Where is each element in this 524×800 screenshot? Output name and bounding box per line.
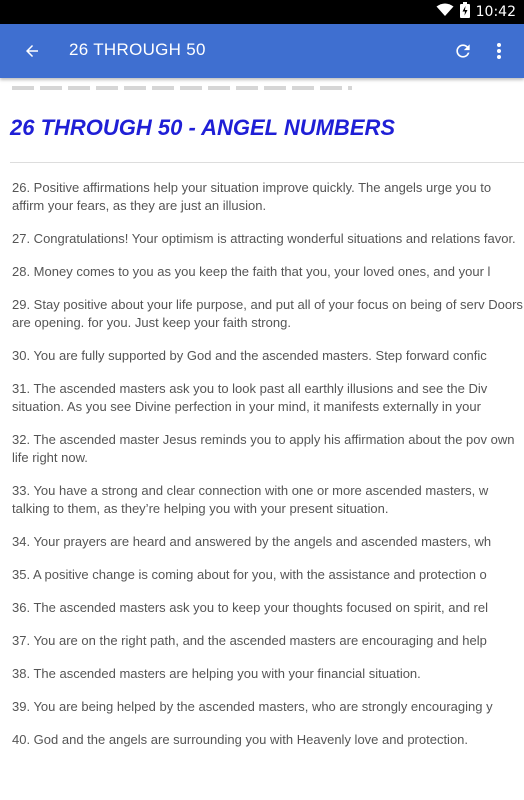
page-heading: 26 THROUGH 50 - ANGEL NUMBERS [10, 115, 396, 140]
status-bar [0, 0, 524, 24]
list-item: 39. You are being helped by the ascended masters, who are strongly encouraging y [12, 699, 493, 714]
refresh-button[interactable] [449, 37, 477, 65]
battery-icon [460, 2, 470, 23]
more-vert-icon [496, 42, 502, 60]
list-item: 26. Positive affirmations help your situation improve quickly. The angels urge you to affirm your fears, as they are just an illusion. [12, 180, 492, 213]
list-item: 34. Your prayers are heard and answered by the angels and ascended masters, wh [12, 534, 492, 549]
list-item: 29. Stay positive about your life purpose, and put all of your focus on being of serv Doors are opening. for you. Just keep your faith strong. [12, 297, 523, 330]
more-options-button[interactable] [488, 37, 510, 65]
previous-content-peek [12, 86, 352, 90]
list-item: 35. A positive change is coming about for you, with the assistance and protection o [12, 567, 487, 582]
app-bar [0, 24, 524, 78]
heading-divider [10, 162, 524, 163]
list-item: 30. You are fully supported by God and the ascended masters. Step forward confic [12, 348, 487, 363]
refresh-icon [453, 41, 473, 61]
angel-number-list [12, 179, 524, 764]
list-item: 28. Money comes to you as you keep the faith that you, your loved ones, and your l [12, 264, 491, 279]
app-title: 26 THROUGH 50 [69, 40, 206, 59]
list-item: 32. The ascended master Jesus reminds you to apply his affirmation about the pov own life right now. [12, 432, 515, 465]
back-button[interactable] [18, 37, 46, 65]
list-item: 33. You have a strong and clear connection with one or more ascended masters, w talking to them, as they’re helping you with your present situation. [12, 483, 489, 516]
list-item: 27. Congratulations! Your optimism is attracting wonderful situations and relations favor. [12, 231, 516, 246]
list-item: 36. The ascended masters ask you to keep your thoughts focused on spirit, and rel [12, 600, 488, 615]
arrow-left-icon [23, 42, 41, 60]
list-item: 40. God and the angels are surrounding you with Heavenly love and protection. [12, 732, 469, 747]
list-item: 37. You are on the right path, and the ascended masters are encouraging and help [12, 633, 487, 648]
wifi-icon [436, 3, 454, 22]
list-item: 38. The ascended masters are helping you with your financial situation. [12, 666, 421, 681]
status-icons [436, 0, 516, 24]
list-item: 31. The ascended masters ask you to look past all earthly illusions and see the Div situation. As you see Divine perfection in your mind, it manifests externally in your [12, 381, 488, 414]
status-time: 10:42 [475, 4, 516, 20]
content-area[interactable] [0, 78, 524, 800]
